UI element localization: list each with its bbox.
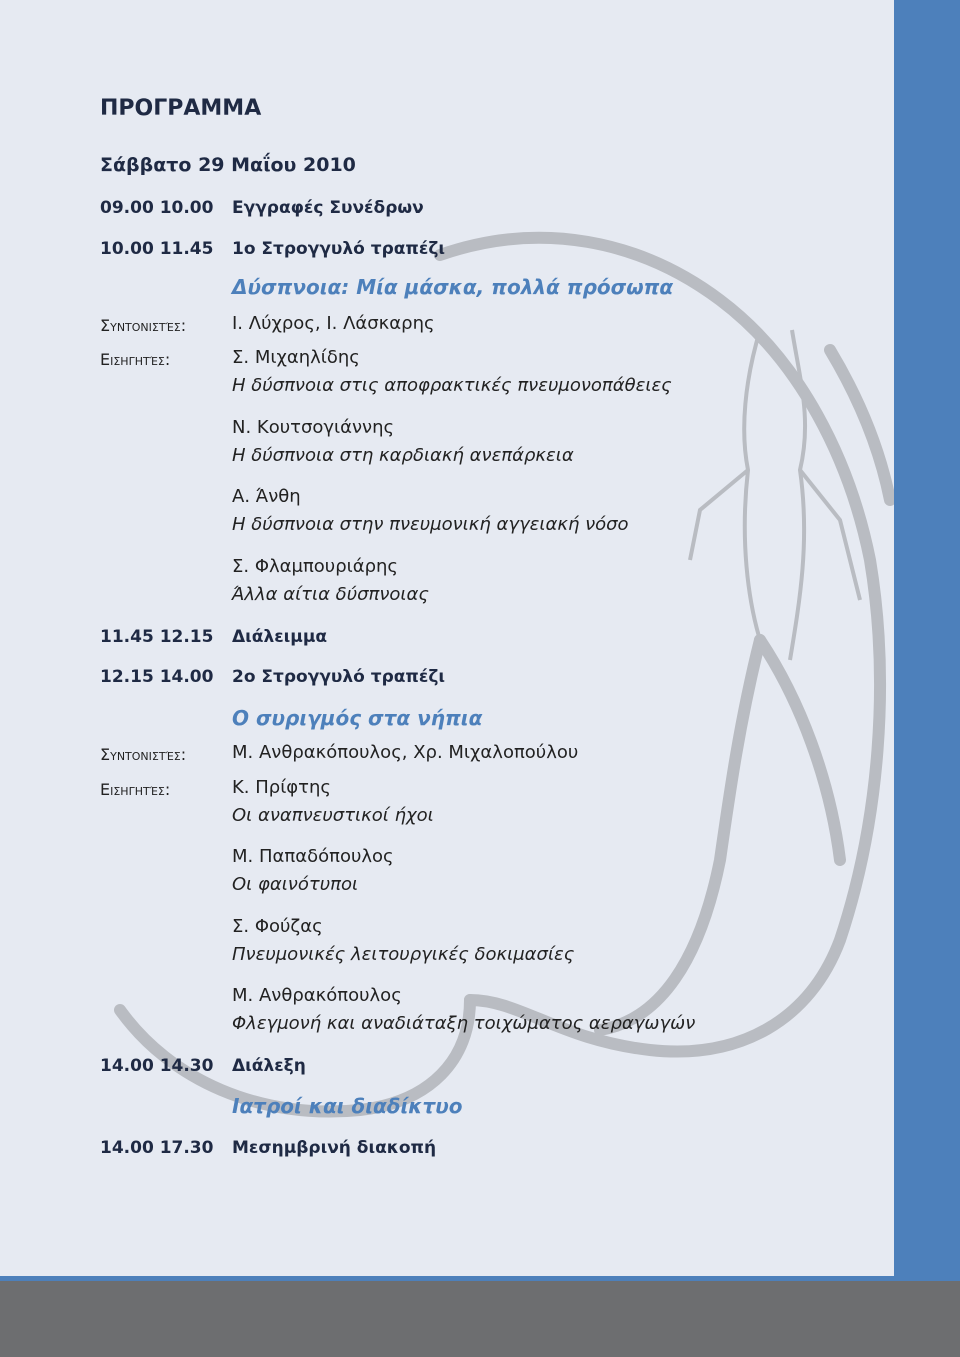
talk-title: Άλλα αίτια δύσπνοιας xyxy=(232,584,429,605)
session-event: 1ο Στρογγυλό τραπέζι xyxy=(232,239,446,259)
page-title: ΠΡΟΓΡΑΜΜΑ xyxy=(100,96,262,121)
speaker-name: Σ. Μιχαηλίδης xyxy=(232,347,360,368)
date-heading: Σάββατο 29 Μαΐου 2010 xyxy=(100,154,356,176)
session-time: 14.00 14.30 xyxy=(100,1056,214,1076)
session-time: 11.45 12.15 xyxy=(100,627,214,647)
talk-title: Η δύσπνοια στις αποφρακτικές πνευμονοπάθειες xyxy=(232,375,672,396)
session-time: 09.00 10.00 xyxy=(100,198,214,218)
coordinators-names: Ι. Λύχρος, Ι. Λάσκαρης xyxy=(232,313,435,334)
talk-title: Η δύσπνοια στην πνευμονική αγγειακή νόσο xyxy=(232,514,629,535)
speaker-name: Κ. Πρίφτης xyxy=(232,777,331,798)
session-time: 12.15 14.00 xyxy=(100,667,214,687)
session-event: Μεσημβρινή διακοπή xyxy=(232,1138,437,1158)
speaker-name: Μ. Παπαδόπουλος xyxy=(232,846,394,867)
speaker-name: Μ. Ανθρακόπουλος xyxy=(232,985,402,1006)
session-event: Διάλεξη xyxy=(232,1056,306,1076)
session-event: Διάλειμμα xyxy=(232,627,328,647)
right-accent-bar xyxy=(894,0,960,1276)
talk-title: Φλεγμονή και αναδιάταξη τοιχώματος αεραγωγών xyxy=(232,1013,696,1034)
session-subject: Ο συριγμός στα νήπια xyxy=(232,706,483,730)
speaker-name: Α. Άνθη xyxy=(232,486,301,507)
coordinators-label: Συντονιστές: xyxy=(100,745,187,764)
speakers-label: Εισηγητές: xyxy=(100,780,171,799)
session-event: Εγγραφές Συνέδρων xyxy=(232,198,424,218)
speaker-name: Σ. Φλαμπουριάρης xyxy=(232,556,398,577)
session-time: 10.00 11.45 xyxy=(100,239,214,259)
footer-band xyxy=(0,1281,960,1357)
talk-title: Η δύσπνοια στη καρδιακή ανεπάρκεια xyxy=(232,445,574,466)
talk-title: Πνευμονικές λειτουργικές δοκιμασίες xyxy=(232,944,575,965)
talk-title: Οι αναπνευστικοί ήχοι xyxy=(232,805,434,826)
speaker-name: Σ. Φούζας xyxy=(232,916,323,937)
coordinators-label: Συντονιστές: xyxy=(100,316,187,335)
speaker-name: Ν. Κουτσογιάννης xyxy=(232,417,395,438)
session-subject: Ιατροί και διαδίκτυο xyxy=(232,1094,463,1118)
session-time: 14.00 17.30 xyxy=(100,1138,214,1158)
speakers-label: Εισηγητές: xyxy=(100,350,171,369)
coordinators-names: Μ. Ανθρακόπουλος, Χρ. Μιχαλοπούλου xyxy=(232,742,579,763)
session-subject: Δύσπνοια: Μία μάσκα, πολλά πρόσωπα xyxy=(232,275,674,299)
talk-title: Οι φαινότυποι xyxy=(232,874,359,895)
session-event: 2ο Στρογγυλό τραπέζι xyxy=(232,667,446,687)
